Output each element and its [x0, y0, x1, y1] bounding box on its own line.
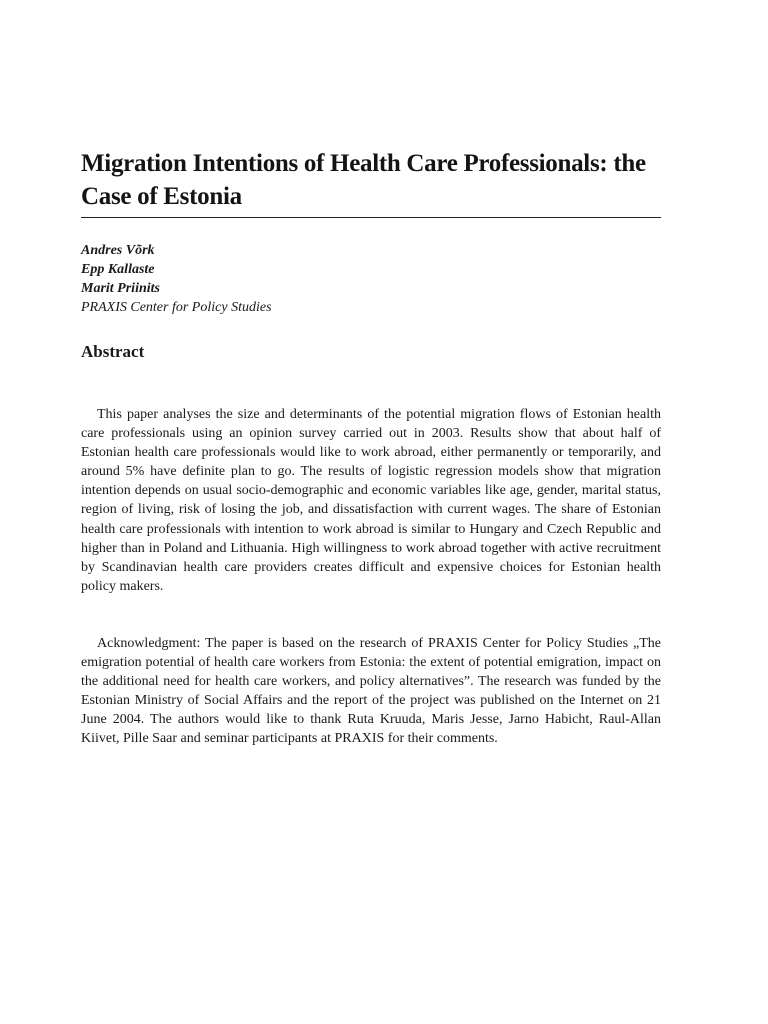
- author-block: [81, 241, 581, 317]
- author-name: Epp Kallaste: [81, 262, 155, 277]
- abstract-heading: Abstract: [81, 342, 145, 361]
- author-name: Marit Priinits: [81, 281, 160, 296]
- paper-title: Migration Intentions of Health Care Professionals: the Case of Estonia: [81, 150, 646, 210]
- acknowledgment-paragraph: Acknowledgment: The paper is based on the research of PRAXIS Center for Policy Studies „The emigration potential of health care workers from Estonia: the extent of potential emigration, impact on the additional need for health care workers, and policy alternatives”. The research was funded by the Estonian Ministry of Social Affairs and the report of the project was published on the Internet on 21 June 2004. The authors would like to thank Ruta Kruuda, Maris Jesse, Jarno Habicht, Raul-Allan Kiivet, Pille Saar and seminar participants at PRAXIS for their comments.: [81, 636, 661, 747]
- author-affiliation: PRAXIS Center for Policy Studies: [81, 300, 272, 315]
- author-name: Andres Võrk: [81, 243, 155, 258]
- title-divider: [81, 217, 661, 218]
- abstract-paragraph: This paper analyses the size and determinants of the potential migration flows of Estonian health care professionals using an opinion survey carried out in 2003. Results show that about half of Estonian health care professionals would like to work abroad, either permanently or temporarily, and around 5% have definite plan to go. The results of logistic regression models show that migration intention depends on usual socio-demographic and economic variables like age, gender, marital status, region of living, risk of losing the job, and dissatisfaction with current wages. The share of Estonian health care professionals with intention to work abroad is similar to Hungary and Czech Republic and higher than in Poland and Lithuania. High willingness to work abroad together with active recruitment by Scandinavian health care providers creates difficult and expensive choices for Estonian health policy makers.: [81, 407, 661, 594]
